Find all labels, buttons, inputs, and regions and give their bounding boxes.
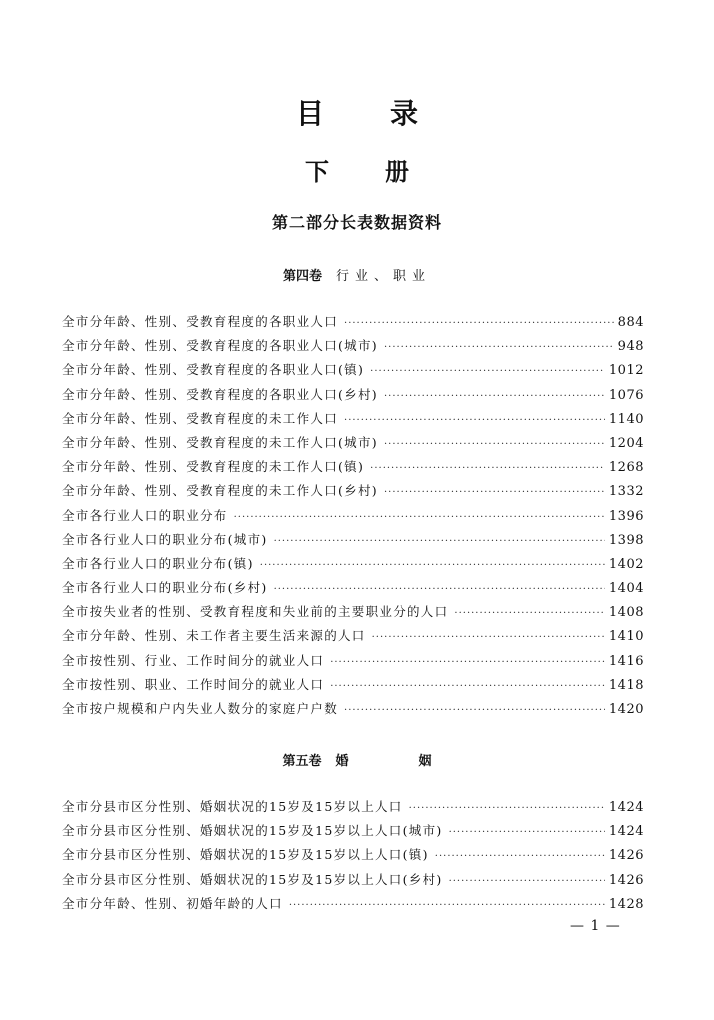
leader-dots <box>384 383 605 409</box>
toc-entry[interactable] <box>62 600 644 624</box>
toc-entry-text: 全市各行业人口的职业分布(城市) <box>62 531 268 547</box>
leader-dots <box>409 795 605 821</box>
toc-entry[interactable] <box>62 455 644 479</box>
leader-dots <box>289 892 605 918</box>
toc-entry-text: 全市各行业人口的职业分布(乡村) <box>62 580 268 596</box>
toc-entry-page: 1402 <box>608 556 644 572</box>
toc-entry-text: 全市按失业者的性别、受教育程度和失业前的主要职业分的人口 <box>62 604 449 620</box>
section-5-heading <box>0 750 714 769</box>
leader-dots <box>372 624 605 650</box>
leader-dots <box>274 528 605 554</box>
toc-entry-page: 1426 <box>608 872 644 888</box>
toc-entry-page: 1416 <box>608 653 644 669</box>
page-title <box>0 92 714 132</box>
toc-entry[interactable] <box>62 673 644 697</box>
toc-entry[interactable] <box>62 576 644 600</box>
toc-entry-text: 全市按性别、行业、工作时间分的就业人口 <box>62 652 325 668</box>
part-title <box>0 210 714 233</box>
toc-entry[interactable] <box>62 383 644 407</box>
toc-entry[interactable] <box>62 528 644 552</box>
toc-entry[interactable] <box>62 892 644 916</box>
toc-entry[interactable] <box>62 649 644 673</box>
section-4-label: 第四卷 <box>282 269 322 284</box>
toc-entry[interactable] <box>62 431 644 455</box>
toc-entry-text: 全市分县市区分性别、婚姻状况的15岁及15岁以上人口 <box>62 799 403 814</box>
toc-entry[interactable] <box>62 624 644 648</box>
toc-entry-page: 1418 <box>608 677 644 693</box>
toc-entry[interactable] <box>62 552 644 576</box>
leader-dots <box>330 673 605 699</box>
toc-entry-page: 1428 <box>608 896 644 912</box>
leader-dots <box>449 868 605 894</box>
toc-entry[interactable] <box>62 795 644 819</box>
toc-entry-text: 全市按户规模和户内失业人数分的家庭户户数 <box>62 701 339 716</box>
title-char-1: 目 <box>295 97 324 130</box>
toc-entry-page: 1424 <box>608 800 644 815</box>
section-5-label: 第五卷 <box>282 754 322 769</box>
toc-entry-text: 全市分年龄、性别、受教育程度的未工作人口(乡村) <box>62 483 378 499</box>
toc-entry[interactable] <box>62 407 644 431</box>
leader-dots <box>370 455 605 481</box>
toc-entry-text: 全市分年龄、性别、未工作者主要生活来源的人口 <box>62 628 366 644</box>
leader-dots <box>330 649 605 675</box>
leader-dots <box>384 431 605 457</box>
section-4-toc-list <box>62 310 644 721</box>
section-5-toc-list <box>62 795 644 916</box>
toc-entry-page: 1424 <box>608 824 644 840</box>
toc-entry[interactable] <box>62 868 644 892</box>
leader-dots <box>435 843 605 869</box>
toc-entry-page: 1396 <box>608 508 644 524</box>
toc-entry-text: 全市分县市区分性别、婚姻状况的15岁及15岁以上人口(镇) <box>62 847 429 863</box>
toc-entry-page: 1426 <box>608 848 644 864</box>
toc-entry-text: 全市分年龄、性别、受教育程度的未工作人口(城市) <box>62 434 378 450</box>
toc-entry-page: 1404 <box>608 581 644 597</box>
toc-entry[interactable] <box>62 843 644 867</box>
leader-dots <box>274 576 605 602</box>
toc-entry-page: 1332 <box>608 484 644 500</box>
toc-entry-text: 全市各行业人口的职业分布 <box>62 507 228 523</box>
toc-entry-page: 1140 <box>608 411 644 427</box>
leader-dots <box>384 479 605 505</box>
leader-dots <box>234 504 605 530</box>
toc-entry-text: 全市分年龄、性别、受教育程度的各职业人口(乡村) <box>62 386 378 402</box>
toc-entry[interactable] <box>62 310 644 334</box>
toc-entry[interactable] <box>62 358 644 382</box>
section-4-name: 行业、职业 <box>336 269 432 284</box>
section-4-heading <box>0 265 714 284</box>
leader-dots <box>344 407 605 433</box>
leader-dots <box>260 552 605 578</box>
toc-entry-page: 1410 <box>608 629 644 645</box>
leader-dots <box>449 819 605 845</box>
leader-dots <box>384 334 614 360</box>
toc-entry-page: 948 <box>617 339 644 355</box>
toc-entry[interactable] <box>62 697 644 721</box>
section-5-name-char-2: 姻 <box>418 754 432 769</box>
toc-entry-text: 全市分年龄、性别、受教育程度的未工作人口 <box>62 410 339 426</box>
toc-entry-text: 全市分年龄、性别、受教育程度的各职业人口(城市) <box>62 338 378 354</box>
part-name: 长表数据资料 <box>340 213 443 232</box>
section-5-name-char-1: 婚 <box>335 754 349 769</box>
toc-entry-text: 全市各行业人口的职业分布(镇) <box>62 555 254 571</box>
toc-entry-text: 全市按性别、职业、工作时间分的就业人口 <box>62 676 325 692</box>
toc-entry-page: 1012 <box>608 363 644 379</box>
volume-char-1: 下 <box>305 158 329 186</box>
page-number: — 1 — <box>570 918 621 934</box>
toc-entry-text: 全市分年龄、性别、受教育程度的未工作人口(镇) <box>62 459 365 475</box>
toc-entry[interactable] <box>62 819 644 843</box>
toc-entry-text: 全市分年龄、性别、受教育程度的各职业人口 <box>62 314 339 329</box>
toc-entry-page: 1420 <box>608 702 644 717</box>
leader-dots <box>370 358 605 384</box>
toc-entry-text: 全市分年龄、性别、受教育程度的各职业人口(镇) <box>62 362 365 378</box>
leader-dots <box>344 310 614 336</box>
leader-dots <box>454 600 605 626</box>
toc-entry-page: 884 <box>617 315 644 330</box>
toc-entry-page: 1408 <box>608 605 644 621</box>
toc-entry-page: 1076 <box>608 387 644 403</box>
leader-dots <box>344 697 605 723</box>
volume-char-2: 册 <box>385 158 409 186</box>
volume-title <box>0 152 714 187</box>
toc-entry-text: 全市分县市区分性别、婚姻状况的15岁及15岁以上人口(乡村) <box>62 871 443 887</box>
toc-entry-page: 1268 <box>608 460 644 476</box>
toc-entry-text: 全市分县市区分性别、婚姻状况的15岁及15岁以上人口(城市) <box>62 823 443 839</box>
title-char-2: 录 <box>390 97 419 130</box>
toc-entry-page: 1398 <box>608 532 644 548</box>
toc-entry[interactable] <box>62 334 644 358</box>
toc-entry-page: 1204 <box>608 435 644 451</box>
toc-entry-text: 全市分年龄、性别、初婚年龄的人口 <box>62 895 283 911</box>
toc-entry[interactable] <box>62 479 644 503</box>
part-label: 第二部分 <box>271 213 340 232</box>
toc-entry[interactable] <box>62 504 644 528</box>
